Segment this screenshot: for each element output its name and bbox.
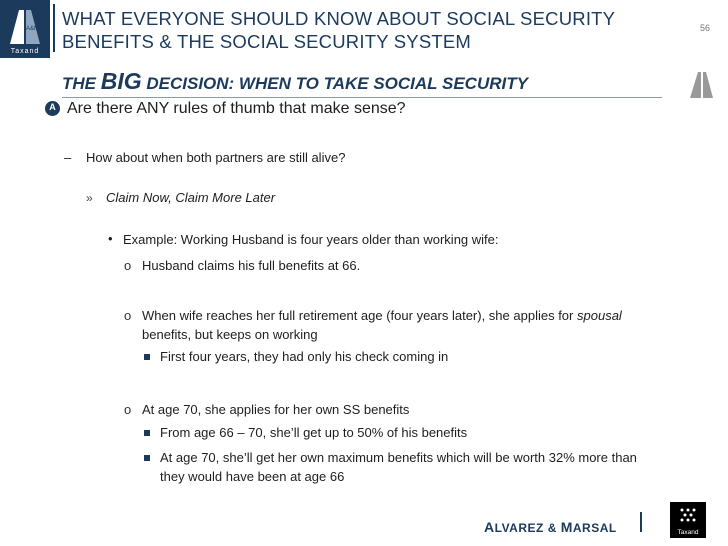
logo-text: Taxand bbox=[10, 48, 40, 55]
taxand-logo bbox=[670, 502, 706, 538]
logo-monogram: A&M bbox=[26, 26, 40, 32]
item3-sub2-line2: they would have been at age 66 bbox=[160, 469, 345, 484]
am-mark-icon bbox=[688, 70, 714, 100]
section-title-big: BIG bbox=[100, 68, 142, 94]
level3-text: Example: Working Husband is four years older than working wife: bbox=[123, 232, 499, 247]
section-title-rest: DECISION: WHEN TO TAKE SOCIAL SECURITY bbox=[146, 74, 528, 93]
item3-sub1-text: From age 66 – 70, she’ll get up to 50% of his benefits bbox=[160, 425, 468, 440]
level2-chevron-icon: » bbox=[86, 191, 93, 205]
level1-text: How about when both partners are still alive? bbox=[86, 150, 346, 165]
item1-circle-icon: o bbox=[124, 258, 132, 273]
level3-bullet-icon: • bbox=[108, 231, 113, 246]
brand-wordmark: ALVAREZ & MARSAL bbox=[484, 519, 617, 535]
section-title bbox=[62, 68, 528, 95]
item3-sub2-text bbox=[160, 448, 700, 486]
item2-text-line2: benefits, but keeps on working bbox=[142, 327, 318, 342]
item2-circle-icon: o bbox=[124, 308, 132, 323]
title-line-2: BENEFITS & THE SOCIAL SECURITY SYSTEM bbox=[62, 31, 472, 52]
header-bar bbox=[0, 0, 728, 58]
taxand-mark-icon bbox=[670, 502, 706, 528]
item1-text: Husband claims his full benefits at 66. bbox=[142, 258, 361, 273]
item3-sub1-square-icon bbox=[144, 430, 150, 436]
am-logo bbox=[0, 0, 50, 58]
page-number: 56 bbox=[699, 23, 710, 33]
level2-text: Claim Now, Claim More Later bbox=[106, 190, 276, 205]
item2-text-emphasis: spousal bbox=[577, 308, 622, 323]
taxand-text: Taxand bbox=[677, 529, 699, 536]
item3-sub2-square-icon bbox=[144, 455, 150, 461]
item3-circle-icon: o bbox=[124, 402, 132, 417]
item2-sub1-square-icon bbox=[144, 354, 150, 360]
item2-text bbox=[142, 306, 702, 344]
item3-sub2-line1: At age 70, she’ll get her own maximum benefits which will be worth 32% more than bbox=[160, 450, 637, 465]
title-line-1: WHAT EVERYONE SHOULD KNOW ABOUT SOCIAL SECURITY bbox=[62, 8, 616, 29]
section-underline bbox=[62, 97, 662, 98]
level0-bullet-icon: A bbox=[45, 101, 60, 116]
page-title bbox=[62, 7, 642, 53]
item2-sub1-text: First four years, they had only his check coming in bbox=[160, 349, 449, 364]
footer-rule bbox=[640, 512, 642, 532]
level1-dash: – bbox=[64, 150, 72, 165]
section-title-prefix: THE bbox=[62, 74, 96, 93]
level0-text: Are there ANY rules of thumb that make sense? bbox=[67, 100, 406, 117]
title-rule bbox=[53, 4, 55, 52]
item3-text: At age 70, she applies for her own SS benefits bbox=[142, 402, 410, 417]
item2-text-pre: When wife reaches her full retirement age (four years later), she applies for bbox=[142, 308, 574, 323]
